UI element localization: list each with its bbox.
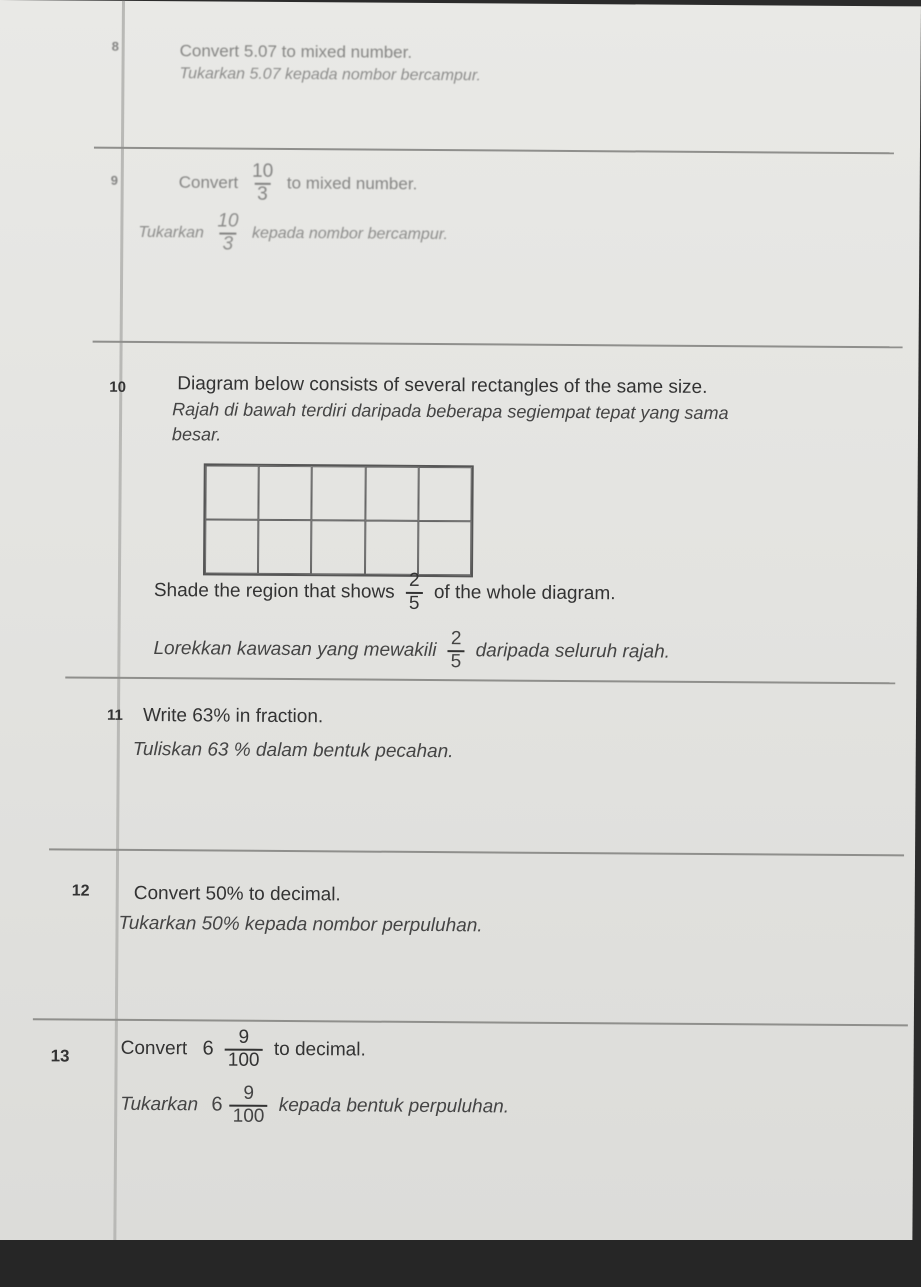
fraction [249, 162, 276, 206]
question-8 [179, 41, 481, 85]
grid-cell[interactable] [259, 466, 313, 520]
question-text-my-suffix: kepada bentuk perpuluhan. [278, 1094, 510, 1118]
row-divider [49, 848, 904, 856]
question-9 [138, 160, 448, 256]
grid-cell[interactable] [205, 519, 259, 573]
question-11 [132, 705, 454, 763]
question-13 [120, 1027, 509, 1129]
question-number: 13 [50, 1046, 70, 1066]
row-divider [65, 676, 895, 684]
question-text-my-cont: besar. [171, 424, 222, 445]
question-text-my: Tukarkan 5.07 kepada nombor bercampur. [179, 65, 482, 85]
question-text-en: Write 63% in fraction. [142, 705, 324, 728]
question-number: 8 [111, 38, 119, 54]
question-text-en: Convert 50% to decimal. [133, 882, 341, 906]
numerator: 9 [243, 1082, 255, 1104]
question-text-en-suffix: to decimal. [273, 1038, 366, 1061]
question-text-my: Tukarkan 50% kepada nombor perpuluhan. [118, 912, 483, 937]
mixed-whole: 6 [211, 1093, 223, 1116]
background-edge [0, 1240, 921, 1287]
grid-cell[interactable] [365, 521, 419, 575]
numerator: 2 [450, 627, 462, 650]
fraction [214, 211, 241, 255]
fraction [230, 1083, 268, 1127]
question-number: 11 [106, 706, 123, 724]
question-text-my: Tukarkan [138, 223, 204, 242]
numerator: 10 [217, 210, 239, 232]
instruction-text-en: Shade the region that shows [153, 579, 395, 603]
denominator: 5 [448, 650, 465, 673]
grid-cell[interactable] [418, 467, 472, 521]
question-text-en: Convert 5.07 to mixed number. [179, 41, 413, 62]
grid-cell[interactable] [258, 520, 312, 574]
instruction-text-my: Lorekkan kawasan yang mewakili [153, 637, 437, 661]
grid-cell[interactable] [418, 521, 472, 575]
numerator: 9 [238, 1026, 250, 1048]
fraction [225, 1028, 263, 1072]
fraction [406, 571, 423, 615]
question-text-en: Diagram below consists of several rectangles of the same size. [177, 373, 708, 398]
denominator: 3 [254, 183, 271, 206]
rectangle-grid-diagram [203, 463, 474, 577]
row-divider [33, 1018, 908, 1026]
question-number: 9 [110, 172, 119, 188]
question-12 [118, 882, 483, 937]
question-text-my: Tukarkan [120, 1093, 199, 1116]
question-number: 10 [109, 378, 127, 396]
instruction-text-my-suffix: daripada seluruh rajah. [475, 640, 671, 663]
question-number: 12 [71, 882, 90, 900]
mixed-whole: 6 [202, 1037, 214, 1060]
instruction-text-en-suffix: of the whole diagram. [433, 581, 616, 605]
row-divider [94, 147, 894, 155]
question-text-en: Convert [120, 1037, 188, 1060]
denominator: 100 [230, 1104, 268, 1127]
numerator: 10 [252, 160, 274, 182]
grid-cell[interactable] [365, 467, 419, 521]
question-text-my: Rajah di bawah terdiri daripada beberapa segiempat tepat yang sama [172, 399, 729, 424]
grid-cell[interactable] [205, 465, 259, 519]
row-divider [93, 341, 903, 349]
grid-cell[interactable] [311, 520, 365, 574]
grid-cell[interactable] [312, 466, 366, 520]
question-10-instruction [153, 569, 670, 674]
denominator: 100 [225, 1048, 263, 1071]
question-10 [171, 373, 729, 449]
question-text-en-suffix: to mixed number. [286, 173, 418, 194]
question-text-my-suffix: kepada nombor bercampur. [251, 224, 448, 244]
denominator: 5 [406, 592, 423, 615]
fraction [448, 629, 465, 673]
question-text-my: Tuliskan 63 % dalam bentuk pecahan. [132, 738, 454, 763]
denominator: 3 [219, 232, 236, 255]
numerator: 2 [409, 569, 420, 591]
question-text-en: Convert [178, 172, 239, 193]
